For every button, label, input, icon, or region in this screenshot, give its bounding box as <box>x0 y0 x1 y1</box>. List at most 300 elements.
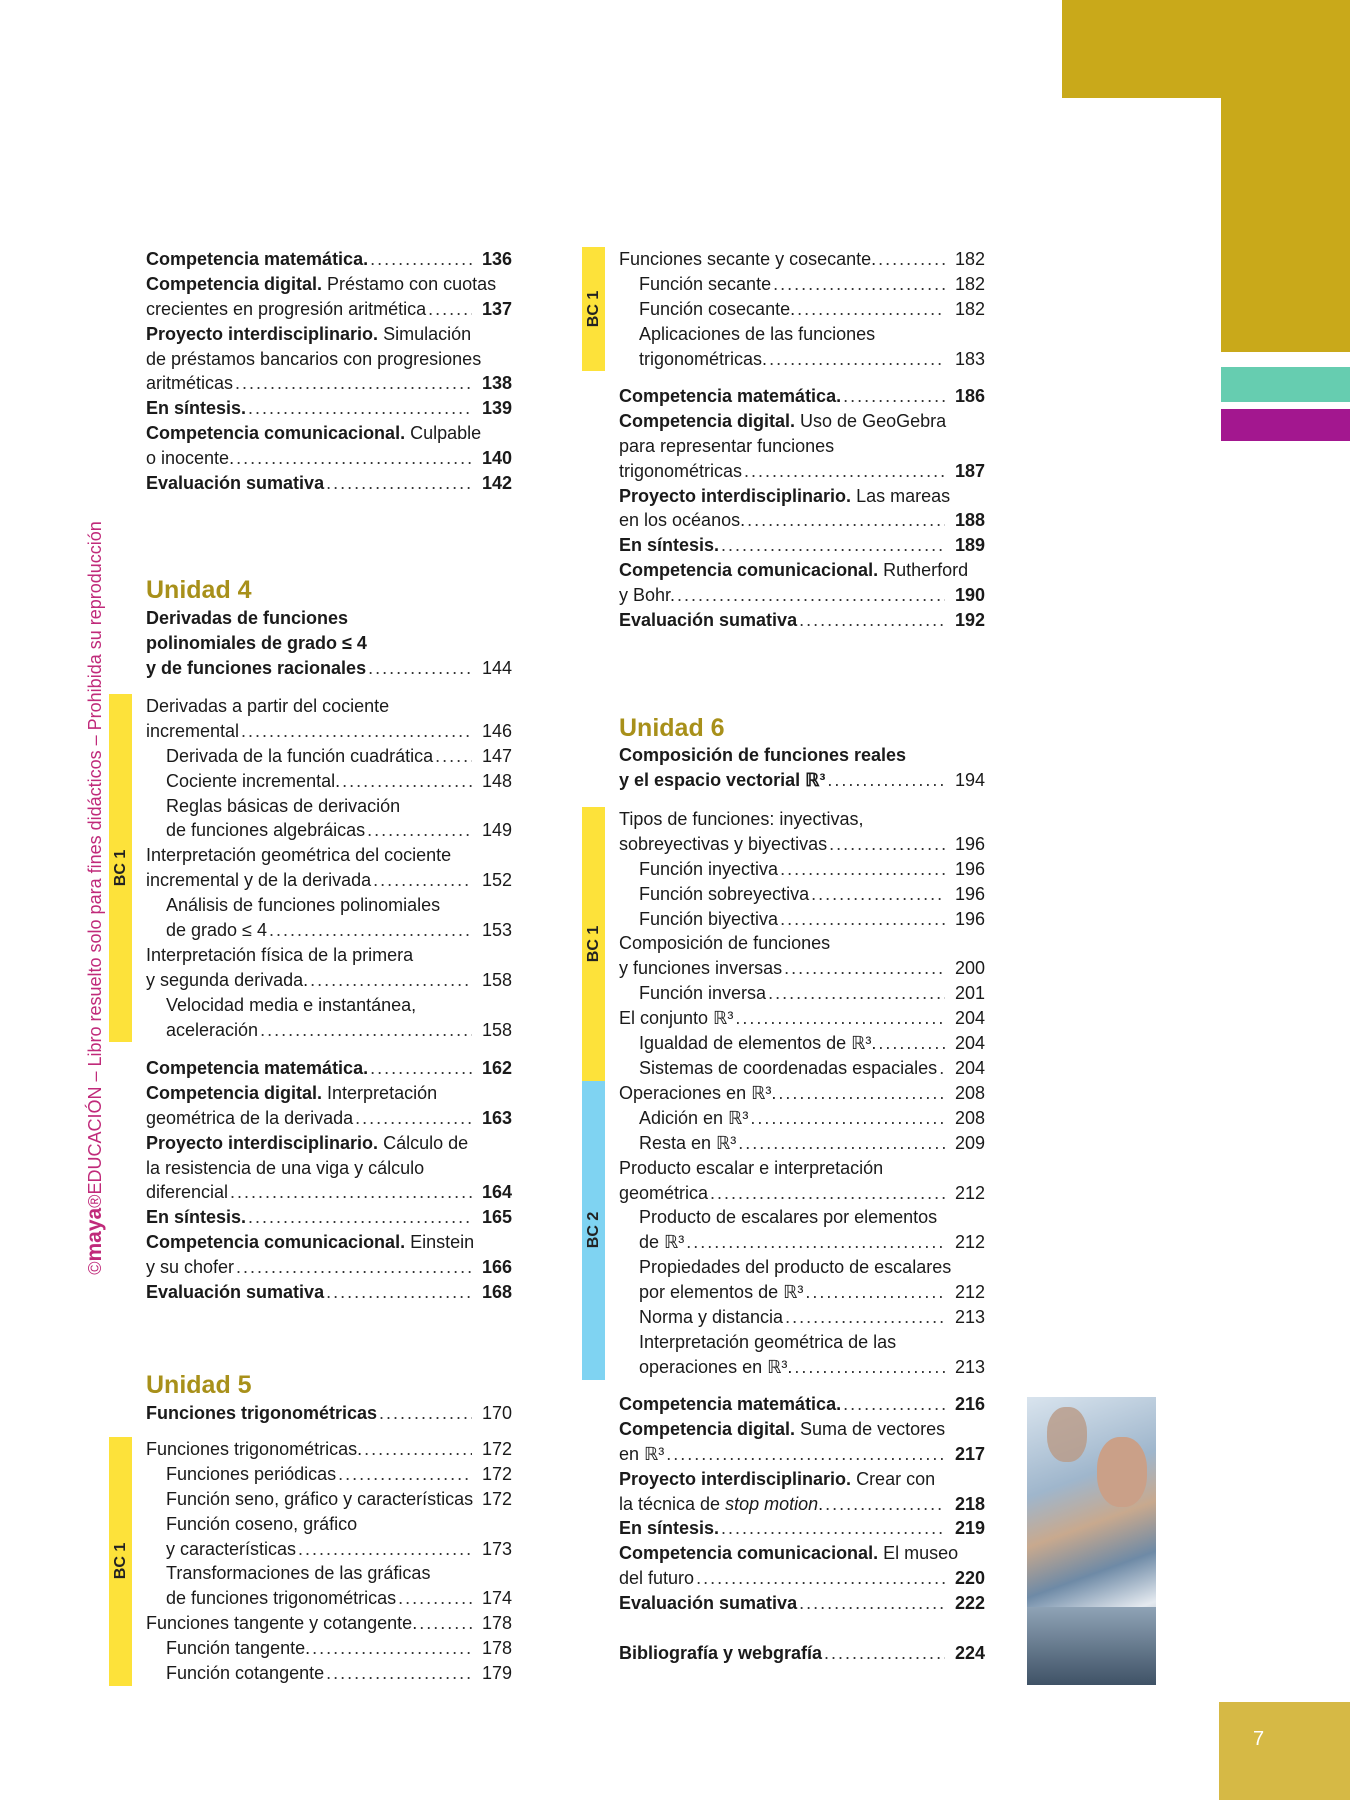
entry-label <box>146 1561 430 1586</box>
toc-entry[interactable] <box>146 1537 512 1562</box>
toc-entry-line <box>146 1512 512 1537</box>
page-number-ref: 224 <box>954 1643 985 1663</box>
page-number-ref: 204 <box>954 1008 985 1029</box>
dot-leader <box>326 1661 472 1686</box>
entry-label <box>619 1591 797 1616</box>
entry-text: Igualdad de elementos de ℝ³. <box>639 1033 877 1054</box>
toc-entry-line <box>146 694 512 719</box>
toc-entry-line <box>146 1561 512 1586</box>
toc-entry[interactable] <box>146 769 512 794</box>
band-label: BC 2 <box>584 1212 602 1249</box>
page-number-text: 7 <box>1253 1728 1265 1750</box>
toc-entry[interactable] <box>619 459 985 484</box>
entry-text: Transformaciones de las gráficas <box>166 1563 431 1584</box>
entry-bold-title: y de funciones racionales <box>146 657 367 678</box>
entry-label <box>619 1081 776 1106</box>
page-number-ref: 172 <box>481 1488 512 1509</box>
entry-label <box>619 434 834 459</box>
entry-bold-title: Bibliografía y webgrafía <box>619 1643 823 1663</box>
toc-entry-line <box>146 993 512 1018</box>
toc-section <box>619 1392 985 1616</box>
toc-entry[interactable] <box>619 1516 985 1541</box>
entry-label <box>146 1106 353 1131</box>
entry-text: aritméticas <box>146 373 234 394</box>
toc-entry[interactable] <box>146 1636 512 1661</box>
dot-leader <box>298 1537 472 1562</box>
toc-entry[interactable] <box>146 1462 512 1487</box>
toc-entry[interactable] <box>619 857 985 882</box>
page-number-ref: 192 <box>954 610 985 631</box>
toc-entry[interactable] <box>146 247 512 272</box>
entry-bold-title: Evaluación sumativa <box>146 473 325 494</box>
toc-entry[interactable] <box>146 1056 512 1081</box>
toc-entry[interactable] <box>619 768 985 793</box>
dot-leader <box>799 608 945 633</box>
toc-entry[interactable] <box>619 1006 985 1031</box>
entry-label <box>619 956 782 981</box>
toc-entry-line <box>619 1417 985 1442</box>
entry-text: Función secante <box>639 273 772 294</box>
entry-bold-title: En síntesis. <box>146 1207 247 1228</box>
entry-text: y segunda derivada. <box>146 969 309 990</box>
entry-text: Función inversa <box>639 983 767 1004</box>
toc-entry[interactable] <box>619 1305 985 1330</box>
entry-label <box>619 1205 937 1230</box>
entry-text: Composición de funciones <box>619 933 831 954</box>
entry-label <box>146 1230 474 1255</box>
page-number-ref: 138 <box>481 373 512 394</box>
dot-leader <box>666 1442 945 1467</box>
entry-bold-title: Composición de funciones reales <box>619 745 907 765</box>
entry-label <box>146 993 416 1018</box>
dot-leader <box>236 446 472 471</box>
entry-label <box>619 1442 664 1467</box>
entry-label <box>619 1131 736 1156</box>
dot-leader <box>794 1355 945 1380</box>
dot-leader <box>750 1106 945 1131</box>
toc-entry[interactable] <box>146 371 512 396</box>
toc-entry[interactable] <box>146 1018 512 1043</box>
page-number-ref: 149 <box>481 820 512 841</box>
toc-entry[interactable] <box>619 907 985 932</box>
entry-bold-title: Evaluación sumativa <box>619 610 798 631</box>
dot-leader <box>939 1056 945 1081</box>
band-label: BC 1 <box>111 850 129 887</box>
unit-heading <box>146 1401 512 1426</box>
entry-label <box>619 297 795 322</box>
dot-leader <box>747 508 945 533</box>
entry-text: Análisis de funciones polinomiales <box>166 895 441 916</box>
entry-text: geométrica <box>619 1182 709 1203</box>
entry-text: operaciones en ℝ³. <box>639 1356 793 1377</box>
entry-bold-title: Competencia digital. <box>619 410 796 431</box>
entry-text: Velocidad media e instantánea, <box>166 994 417 1015</box>
band-label: BC 1 <box>111 1543 129 1580</box>
toc-entry-line <box>146 1081 512 1106</box>
page-number-ref: 179 <box>481 1663 512 1684</box>
entry-label <box>619 1031 876 1056</box>
entry-bold-title: Proyecto interdisciplinario. <box>146 323 379 344</box>
dot-leader <box>398 1586 472 1611</box>
toc-entry-line <box>619 1205 985 1230</box>
toc-entry[interactable] <box>146 446 512 471</box>
unit-heading <box>619 743 985 793</box>
entry-label <box>146 1586 396 1611</box>
entry-text: del futuro <box>619 1568 695 1589</box>
entry-text: . <box>818 1493 824 1514</box>
entry-text: trigonométricas. <box>639 348 768 369</box>
page-number-ref: 190 <box>954 585 985 606</box>
entry-bold-title: Competencia digital. <box>146 273 323 294</box>
toc-entry[interactable] <box>619 1056 985 1081</box>
entry-bold-title: Competencia digital. <box>146 1082 323 1103</box>
toc-entry[interactable] <box>619 981 985 1006</box>
entry-text: trigonométricas <box>619 460 743 481</box>
toc-entry-line <box>619 322 985 347</box>
toc-entry-line <box>146 631 512 656</box>
toc-entry[interactable] <box>146 1205 512 1230</box>
toc-section <box>619 384 985 633</box>
unit-heading <box>146 606 512 681</box>
toc-entry-line <box>619 558 985 583</box>
toc-entry[interactable] <box>619 297 985 322</box>
dot-leader <box>379 1401 472 1426</box>
toc-entry[interactable] <box>619 1566 985 1591</box>
entry-bold-title: Evaluación sumativa <box>146 1282 325 1303</box>
toc-entry[interactable] <box>146 1611 512 1636</box>
page-number-ref: 170 <box>481 1403 512 1423</box>
page-number-ref: 142 <box>481 473 512 494</box>
block-band-bc1 <box>109 1437 132 1686</box>
entry-text: Tipos de funciones: inyectivas, <box>619 809 864 829</box>
dot-leader <box>825 1492 945 1517</box>
toc-entry-line <box>619 434 985 459</box>
page-number-ref: 212 <box>954 1282 985 1303</box>
page-number-ref: 208 <box>954 1107 985 1128</box>
toc-entry[interactable] <box>619 832 985 857</box>
toc-entry[interactable] <box>619 1230 985 1255</box>
toc-entry[interactable] <box>619 1442 985 1467</box>
entry-text: de funciones algebráicas <box>166 820 366 841</box>
page-number <box>1219 1702 1350 1800</box>
toc-entry[interactable] <box>619 1591 985 1616</box>
dot-leader <box>310 968 472 993</box>
toc-entry[interactable] <box>619 1031 985 1056</box>
entry-bold-title: En síntesis. <box>619 535 720 556</box>
band-label: BC 1 <box>584 290 602 328</box>
entry-label <box>619 347 767 372</box>
page-number-ref: 148 <box>481 770 512 791</box>
toc-entry[interactable] <box>146 656 512 681</box>
page-number-ref: 168 <box>481 1282 512 1303</box>
toc-entry[interactable] <box>146 868 512 893</box>
toc-entry[interactable] <box>619 1355 985 1380</box>
toc-entry[interactable] <box>146 719 512 744</box>
entry-label <box>619 1492 823 1517</box>
toc-entry-line <box>146 794 512 819</box>
entry-text: Rutherford <box>878 560 969 581</box>
entry-label <box>146 968 308 993</box>
toc-entry[interactable] <box>146 818 512 843</box>
teal-tab <box>1221 367 1350 402</box>
entry-text: Funciones tangente y cotangente. <box>146 1613 418 1634</box>
toc-entry-line <box>619 1541 985 1566</box>
toc-entry-line <box>146 943 512 968</box>
entry-label <box>619 409 946 434</box>
entry-label <box>619 1255 951 1280</box>
entry-text: Einstein <box>405 1232 475 1253</box>
entry-label <box>146 371 233 396</box>
page-number-ref: 144 <box>481 657 512 678</box>
page-number-ref: 178 <box>481 1638 512 1659</box>
entry-text: por elementos de ℝ³ <box>639 1282 804 1303</box>
dot-leader <box>778 1081 945 1106</box>
entry-text: la técnica de <box>619 1493 726 1514</box>
entry-label <box>619 1006 733 1031</box>
page-number-ref: 208 <box>954 1083 985 1103</box>
entry-text: Función coseno, gráfico <box>166 1513 358 1534</box>
entry-text: para representar funciones <box>619 435 835 456</box>
toc-entry[interactable] <box>619 1492 985 1517</box>
entry-label <box>146 769 340 794</box>
entry-text: Funciones periódicas <box>166 1463 337 1484</box>
dot-leader <box>248 396 472 421</box>
entry-label <box>146 1512 357 1537</box>
entry-text: El conjunto ℝ³ <box>619 1008 734 1029</box>
entry-label <box>146 1487 473 1512</box>
page-number-ref: 218 <box>954 1493 985 1514</box>
entry-label <box>146 868 371 893</box>
entry-text: sobreyectivas y biyectivas <box>619 833 828 854</box>
toc-entry[interactable] <box>146 1106 512 1131</box>
entry-label <box>146 1611 417 1636</box>
toc-entry[interactable] <box>146 1255 512 1280</box>
entry-bold-title: Proyecto interdisciplinario. <box>619 1468 852 1489</box>
entry-label <box>619 1181 708 1206</box>
dot-leader <box>260 1018 472 1043</box>
toc-entry[interactable] <box>619 384 985 409</box>
entry-label <box>146 1156 424 1181</box>
entry-bold-title: En síntesis. <box>146 398 247 419</box>
entry-text: Préstamo con cuotas <box>322 273 497 294</box>
toc-section <box>584 247 985 371</box>
toc-entry[interactable] <box>619 608 985 633</box>
toc-section <box>584 807 985 1081</box>
unit-title: Unidad 4 <box>146 576 252 604</box>
dot-leader <box>364 1437 472 1462</box>
entry-text: Función sobreyectiva <box>639 883 810 904</box>
toc-entry[interactable] <box>619 508 985 533</box>
dot-leader <box>773 272 945 297</box>
toc-entry[interactable] <box>146 1661 512 1686</box>
entry-bold-title: Proyecto interdisciplinario. <box>619 485 852 506</box>
toc-entry[interactable] <box>619 1081 985 1106</box>
page-number-ref: 163 <box>481 1107 512 1128</box>
corner-decoration-tab <box>1221 98 1350 352</box>
entry-text: Sistemas de coordenadas espaciales <box>639 1057 938 1078</box>
entry-label <box>146 421 481 446</box>
dot-leader <box>326 471 472 496</box>
toc-entry[interactable] <box>619 1392 985 1417</box>
toc-entry[interactable] <box>146 1401 512 1426</box>
toc-entry-line <box>619 743 985 768</box>
entry-label <box>146 322 471 347</box>
dot-leader <box>769 347 945 372</box>
toc-entry[interactable] <box>146 396 512 421</box>
dot-leader <box>241 719 472 744</box>
entry-label <box>146 347 481 372</box>
page-number-ref: 173 <box>481 1538 512 1559</box>
entry-text: crecientes en progresión aritmética <box>146 298 427 319</box>
entry-bold-title: Competencia digital. <box>619 1418 796 1439</box>
toc-entry-line <box>146 347 512 372</box>
entry-text: Interpretación geométrica de las <box>639 1331 897 1352</box>
toc-entry[interactable] <box>619 1106 985 1131</box>
toc-entry[interactable] <box>146 968 512 993</box>
block-band-bc1 <box>109 694 132 1042</box>
toc-entry[interactable] <box>146 297 512 322</box>
page-number-ref: 165 <box>481 1207 512 1228</box>
entry-label <box>146 1255 234 1280</box>
entry-text: Reglas básicas de derivación <box>166 795 401 816</box>
toc-entry[interactable] <box>146 1437 512 1462</box>
toc-entry[interactable] <box>619 272 985 297</box>
toc-entry-line <box>619 1255 985 1280</box>
entry-text: en los océanos. <box>619 510 746 531</box>
entry-label <box>146 656 366 681</box>
toc-entry[interactable] <box>619 956 985 981</box>
page-number-ref: 204 <box>954 1057 985 1078</box>
entry-label <box>146 1462 336 1487</box>
entry-text: Funciones secante y cosecante. <box>619 249 877 269</box>
dot-leader <box>829 832 945 857</box>
page-number-ref: 219 <box>954 1518 985 1539</box>
entry-label <box>619 743 906 768</box>
page-number-ref: 186 <box>954 386 985 406</box>
toc-entry[interactable] <box>619 1641 985 1666</box>
toc-entry[interactable] <box>146 918 512 943</box>
dot-leader <box>428 297 472 322</box>
entry-bold-title: polinomiales de grado ≤ 4 <box>146 632 367 653</box>
page-number-ref: 182 <box>954 249 985 269</box>
entry-text: de grado ≤ 4 <box>166 920 267 941</box>
page-number-ref: 213 <box>954 1356 985 1377</box>
page-number-ref: 153 <box>481 920 512 941</box>
page-number-ref: 137 <box>481 298 512 319</box>
page-number-ref: 158 <box>481 1019 512 1040</box>
entry-text: y funciones inversas <box>619 958 783 979</box>
entry-label <box>619 459 742 484</box>
entry-text: o inocente. <box>146 448 235 469</box>
page-number-ref: 204 <box>954 1033 985 1054</box>
page-number-ref: 196 <box>954 833 985 854</box>
entry-label <box>146 1018 258 1043</box>
toc-entry[interactable] <box>619 1131 985 1156</box>
entry-text: de préstamos bancarios con progresiones <box>146 348 482 369</box>
page-number-ref: 196 <box>954 858 985 879</box>
entry-label <box>619 1392 841 1417</box>
toc-entry-line <box>619 931 985 956</box>
entry-label <box>619 1230 684 1255</box>
dot-leader <box>784 956 945 981</box>
entry-bold-title: Funciones trigonométricas <box>146 1403 378 1423</box>
page-number-ref: 162 <box>481 1058 512 1078</box>
entry-text: Función cotangente <box>166 1663 325 1684</box>
entry-text: Cociente incremental. <box>166 770 341 791</box>
dot-leader <box>355 1106 472 1131</box>
dot-leader <box>373 868 472 893</box>
block-band-bc2 <box>582 1081 605 1380</box>
toc-entry-line <box>146 322 512 347</box>
toc-entry[interactable] <box>619 347 985 372</box>
toc-entry[interactable] <box>146 1586 512 1611</box>
entry-label <box>146 272 496 297</box>
entry-label <box>619 272 771 297</box>
toc-entry[interactable] <box>146 471 512 496</box>
toc-entry[interactable] <box>146 1487 512 1512</box>
entry-label <box>146 1280 324 1305</box>
entry-label <box>619 1355 792 1380</box>
entry-text: Función seno, gráfico y características <box>166 1488 474 1509</box>
toc-section <box>619 1641 985 1666</box>
toc-entry[interactable] <box>619 882 985 907</box>
toc-entry[interactable] <box>146 744 512 769</box>
page-number-ref: 182 <box>954 298 985 319</box>
page-number-ref: 201 <box>954 983 985 1004</box>
dot-leader <box>230 1180 472 1205</box>
entry-label <box>619 1156 883 1181</box>
entry-label <box>146 1437 362 1462</box>
entry-label <box>619 857 778 882</box>
toc-entry[interactable] <box>619 1280 985 1305</box>
entry-label <box>619 1330 896 1355</box>
dot-leader <box>677 583 945 608</box>
page-number-ref: 166 <box>481 1257 512 1278</box>
toc-entry-line <box>146 272 512 297</box>
toc-section <box>146 1056 512 1305</box>
page-number-ref: 146 <box>481 720 512 741</box>
toc-entry[interactable] <box>619 533 985 558</box>
dot-leader <box>827 768 945 793</box>
entry-label <box>619 484 950 509</box>
unit-title: Unidad 5 <box>146 1371 252 1399</box>
dot-leader <box>878 247 945 272</box>
toc-entry[interactable] <box>619 1181 985 1206</box>
entry-label <box>619 807 863 832</box>
dot-leader <box>235 371 472 396</box>
dot-leader <box>738 1131 945 1156</box>
toc-entry[interactable] <box>619 583 985 608</box>
toc-entry[interactable] <box>619 247 985 272</box>
entry-label <box>146 943 413 968</box>
page-number-ref: 217 <box>954 1443 985 1464</box>
toc-entry[interactable] <box>146 1280 512 1305</box>
page-number-ref: 200 <box>954 958 985 979</box>
entry-bold-title: Competencia matemática. <box>146 1058 369 1078</box>
toc-entry[interactable] <box>146 1180 512 1205</box>
entry-label <box>619 1516 719 1541</box>
entry-bold-title: Competencia matemática. <box>619 386 842 406</box>
page-number-ref: 139 <box>481 398 512 419</box>
entry-bold-title: Competencia matemática. <box>146 249 369 269</box>
entry-label <box>619 1641 822 1666</box>
dot-leader <box>696 1566 945 1591</box>
toc-entry-line <box>619 1467 985 1492</box>
entry-label <box>146 1081 437 1106</box>
entry-label <box>619 1305 783 1330</box>
entry-label <box>619 1417 945 1442</box>
corner-decoration <box>1062 0 1350 98</box>
